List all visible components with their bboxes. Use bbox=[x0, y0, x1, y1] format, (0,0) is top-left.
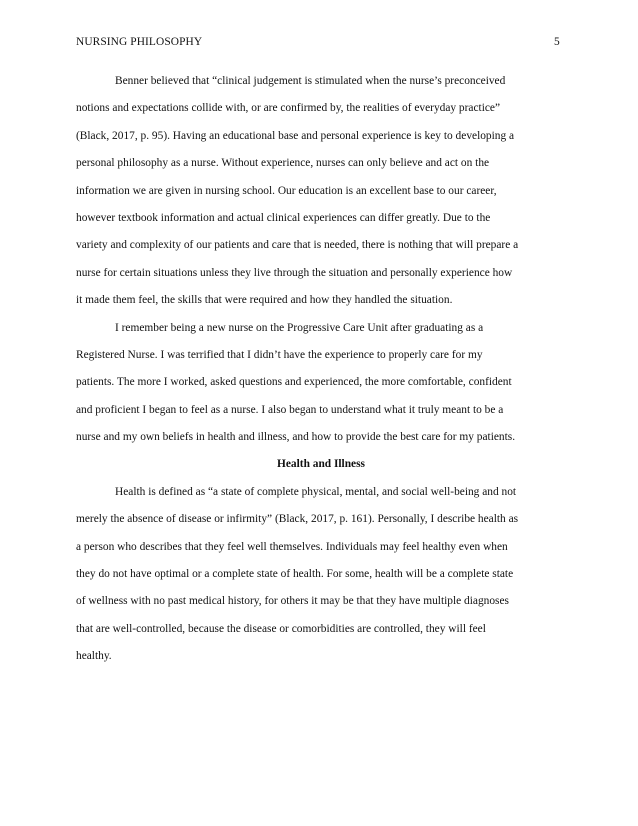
text-line: and proficient I began to feel as a nurse. I also began to understand what it truly meant to be a bbox=[76, 403, 504, 416]
text-line: Registered Nurse. I was terrified that I didn’t have the experience to properly care for my bbox=[76, 348, 483, 361]
text-line: Benner believed that “clinical judgement is stimulated when the nurse’s preconceived bbox=[115, 75, 506, 87]
body-text bbox=[76, 73, 566, 676]
text-line: it made them feel, the skills that were required and how they handled the situation. bbox=[76, 294, 453, 307]
text-line: variety and complexity of our patients and care that is needed, there is nothing that will prepare a bbox=[76, 239, 519, 252]
text-line: personal philosophy as a nurse. Without experience, nurses can only believe and act on the bbox=[76, 157, 490, 170]
text-line: healthy. bbox=[76, 650, 112, 663]
page-number: 5 bbox=[554, 36, 560, 48]
text-line: nurse for certain situations unless they live through the situation and personally experience how bbox=[76, 266, 513, 279]
text-line: they do not have optimal or a complete state of health. For some, health will be a complete state bbox=[76, 568, 514, 581]
section-heading: Health and Illness bbox=[277, 458, 365, 471]
text-line: notions and expectations collide with, or are confirmed by, the realities of everyday practice” bbox=[76, 102, 501, 115]
text-line: that are well-controlled, because the disease or comorbidities are controlled, they will feel bbox=[76, 622, 486, 635]
text-line: I remember being a new nurse on the Progressive Care Unit after graduating as a bbox=[115, 321, 484, 334]
text-line: of wellness with no past medical history, for others it may be that they have multiple diagnoses bbox=[76, 595, 509, 608]
running-head: NURSING PHILOSOPHY bbox=[76, 36, 203, 48]
text-line: Health is defined as “a state of complete physical, mental, and social well-being and not bbox=[115, 485, 517, 498]
text-line: nurse and my own beliefs in health and illness, and how to provide the best care for my patients. bbox=[76, 431, 516, 444]
text-line: however textbook information and actual clinical experiences can differ greatly. Due to the bbox=[76, 211, 491, 224]
text-line: information we are given in nursing school. Our education is an excellent base to our career, bbox=[76, 184, 497, 197]
text-line: (Black, 2017, p. 95). Having an educational base and personal experience is key to developing a bbox=[76, 129, 515, 142]
text-line: merely the absence of disease or infirmity” (Black, 2017, p. 161). Personally, I describe health as bbox=[76, 513, 519, 526]
text-line: patients. The more I worked, asked questions and experienced, the more comfortable, confident bbox=[76, 376, 512, 389]
text-line: a person who describes that they feel well themselves. Individuals may feel healthy even when bbox=[76, 540, 508, 553]
